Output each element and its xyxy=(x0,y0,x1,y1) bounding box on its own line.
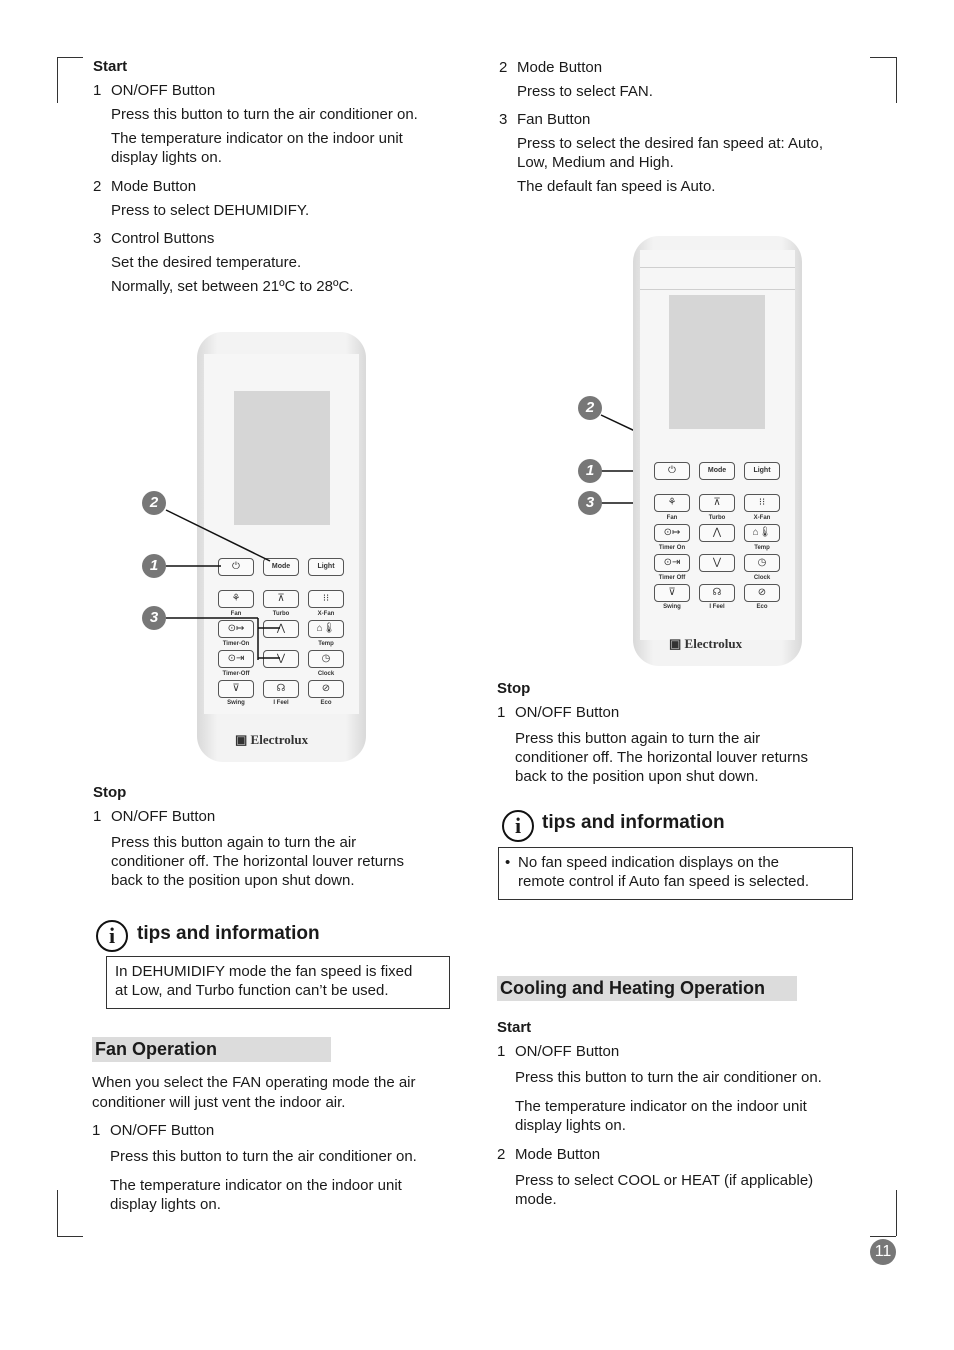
remote-display xyxy=(669,295,765,429)
step-text: conditioner off. The horizontal louver returns xyxy=(111,853,404,870)
tips-title: tips and information xyxy=(542,812,725,833)
temp-button: ⌂🌡 xyxy=(308,620,344,638)
clock-label: Clock xyxy=(317,671,335,677)
tips-text: No fan speed indication displays on the xyxy=(518,854,780,871)
step-text: Press this button to turn the air conditioner on. xyxy=(515,1069,822,1086)
step-text: Set the desired temperature. xyxy=(111,254,302,271)
step-label: ON/OFF Button xyxy=(515,704,620,721)
step-number: 2 xyxy=(499,59,508,76)
info-icon: i xyxy=(502,810,534,842)
step-text: The temperature indicator on the indoor unit xyxy=(111,130,403,147)
section-heading-cooling: Cooling and Heating Operation xyxy=(497,976,797,1001)
swing-button: ⊽ xyxy=(654,584,690,602)
remote-control-illustration xyxy=(633,236,802,666)
mode-button: Mode xyxy=(263,558,299,576)
stop-title: Stop xyxy=(93,784,127,801)
callout-2: 2 xyxy=(142,491,166,515)
clock-button: ◷ xyxy=(308,650,344,668)
ifeel-button: ☊ xyxy=(699,584,735,602)
tips-title: tips and information xyxy=(137,923,320,944)
intro-text: conditioner will just vent the indoor air. xyxy=(92,1094,346,1111)
step-text: Low, Medium and High. xyxy=(517,154,674,171)
step-label: Mode Button xyxy=(517,59,603,76)
step-label: Mode Button xyxy=(111,178,197,195)
tips-box xyxy=(498,847,853,900)
electrolux-logo-icon: ▣ xyxy=(235,732,248,747)
step-number: 2 xyxy=(93,178,102,195)
step-number: 3 xyxy=(499,111,508,128)
power-button: ⏻ xyxy=(654,462,690,480)
turbo-button: ⊼ xyxy=(699,494,735,512)
eco-button: ⊘ xyxy=(308,680,344,698)
fan-label: Fan xyxy=(230,611,242,617)
up-button: ⋀ xyxy=(263,620,299,638)
start-title: Start xyxy=(497,1019,532,1036)
step-number: 1 xyxy=(497,704,506,721)
tips-text: remote control if Auto fan speed is selected. xyxy=(518,873,809,890)
step-text: Press to select COOL or HEAT (if applicable) xyxy=(515,1172,814,1189)
xfan-label: X-Fan xyxy=(317,611,335,617)
step-text: Press this button again to turn the air xyxy=(111,834,357,851)
section-heading-fan: Fan Operation xyxy=(92,1037,331,1062)
brand-logo xyxy=(669,634,742,653)
step-number: 1 xyxy=(93,82,102,99)
step-label: ON/OFF Button xyxy=(515,1043,620,1060)
ifeel-label: I Feel xyxy=(709,604,725,610)
stop-title: Stop xyxy=(497,680,531,697)
tips-text: at Low, and Turbo function can’t be used. xyxy=(115,982,389,999)
callout-2: 2 xyxy=(578,396,602,420)
step-text: back to the position upon shut down. xyxy=(111,872,355,889)
xfan-label: X-Fan xyxy=(753,515,771,521)
step-text: The default fan speed is Auto. xyxy=(517,178,716,195)
clock-label: Clock xyxy=(753,575,771,581)
step-number: 1 xyxy=(497,1043,506,1060)
step-text: The temperature indicator on the indoor unit xyxy=(110,1177,402,1194)
step-text: display lights on. xyxy=(515,1117,626,1134)
step-number: 2 xyxy=(497,1146,506,1163)
clock-button: ◷ xyxy=(744,554,780,572)
temp-label: Temp xyxy=(318,641,334,647)
fan-label: Fan xyxy=(666,515,678,521)
ifeel-label: I Feel xyxy=(273,700,289,706)
brand-name: Electrolux xyxy=(250,732,309,747)
eco-button: ⊘ xyxy=(744,584,780,602)
timer-off-button: ⊙⇥ xyxy=(654,554,690,572)
page-number: 11 xyxy=(870,1239,896,1265)
step-text: Press to select DEHUMIDIFY. xyxy=(111,202,310,219)
fan-button: ⚘ xyxy=(654,494,690,512)
down-button: ⋁ xyxy=(699,554,735,572)
callout-1: 1 xyxy=(578,459,602,483)
timer-on-label: Timer On xyxy=(658,545,686,551)
brand-name: Electrolux xyxy=(684,636,743,651)
turbo-label: Turbo xyxy=(708,515,726,521)
callout-1: 1 xyxy=(142,554,166,578)
bullet: • xyxy=(505,854,511,871)
light-button: Light xyxy=(744,462,780,480)
light-button: Light xyxy=(308,558,344,576)
eco-label: Eco xyxy=(320,700,332,706)
turbo-button: ⊼ xyxy=(263,590,299,608)
step-text: back to the position upon shut down. xyxy=(515,768,759,785)
step-text: Press this button again to turn the air xyxy=(515,730,761,747)
swing-button: ⊽ xyxy=(218,680,254,698)
turbo-label: Turbo xyxy=(272,611,290,617)
step-text: Press this button to turn the air conditioner on. xyxy=(110,1148,417,1165)
xfan-button: ⁝⁝ xyxy=(744,494,780,512)
power-button: ⏻ xyxy=(218,558,254,576)
timer-on-button: ⊙↦ xyxy=(654,524,690,542)
intro-text: When you select the FAN operating mode the air xyxy=(92,1074,416,1091)
step-label: ON/OFF Button xyxy=(110,1122,215,1139)
info-icon: i xyxy=(96,920,128,952)
step-text: display lights on. xyxy=(110,1196,221,1213)
step-number: 1 xyxy=(92,1122,101,1139)
fan-button: ⚘ xyxy=(218,590,254,608)
step-text: The temperature indicator on the indoor unit xyxy=(515,1098,807,1115)
step-text: conditioner off. The horizontal louver returns xyxy=(515,749,808,766)
ifeel-button: ☊ xyxy=(263,680,299,698)
xfan-button: ⁝⁝ xyxy=(308,590,344,608)
step-text: Press to select the desired fan speed at: Auto, xyxy=(517,135,824,152)
step-label: Mode Button xyxy=(515,1146,601,1163)
temp-button: ⌂🌡 xyxy=(744,524,780,542)
callout-3: 3 xyxy=(578,491,602,515)
step-number: 3 xyxy=(93,230,102,247)
start-title: Start xyxy=(93,58,128,75)
temp-label: Temp xyxy=(754,545,770,551)
mode-button: Mode xyxy=(699,462,735,480)
step-label: ON/OFF Button xyxy=(111,82,216,99)
divider xyxy=(640,289,795,290)
swing-label: Swing xyxy=(663,604,681,610)
timer-off-button: ⊙⇥ xyxy=(218,650,254,668)
timer-on-label: Timer-On xyxy=(222,641,250,647)
tips-text: In DEHUMIDIFY mode the fan speed is fixed xyxy=(115,963,413,980)
step-text: Normally, set between 21ºC to 28ºC. xyxy=(111,278,354,295)
callout-3: 3 xyxy=(142,606,166,630)
timer-on-button: ⊙↦ xyxy=(218,620,254,638)
step-label: Control Buttons xyxy=(111,230,215,247)
step-label: ON/OFF Button xyxy=(111,808,216,825)
step-text: Press to select FAN. xyxy=(517,83,653,100)
down-button: ⋁ xyxy=(263,650,299,668)
tips-box xyxy=(106,956,450,1009)
divider xyxy=(640,267,795,268)
step-label: Fan Button xyxy=(517,111,591,128)
timer-off-label: Timer-Off xyxy=(222,671,250,677)
timer-off-label: Timer Off xyxy=(658,575,686,581)
step-text: display lights on. xyxy=(111,149,222,166)
electrolux-logo-icon: ▣ xyxy=(669,636,682,651)
step-text: Press this button to turn the air conditioner on. xyxy=(111,106,418,123)
step-text: mode. xyxy=(515,1191,557,1208)
step-number: 1 xyxy=(93,808,102,825)
swing-label: Swing xyxy=(227,700,245,706)
eco-label: Eco xyxy=(756,604,768,610)
up-button: ⋀ xyxy=(699,524,735,542)
